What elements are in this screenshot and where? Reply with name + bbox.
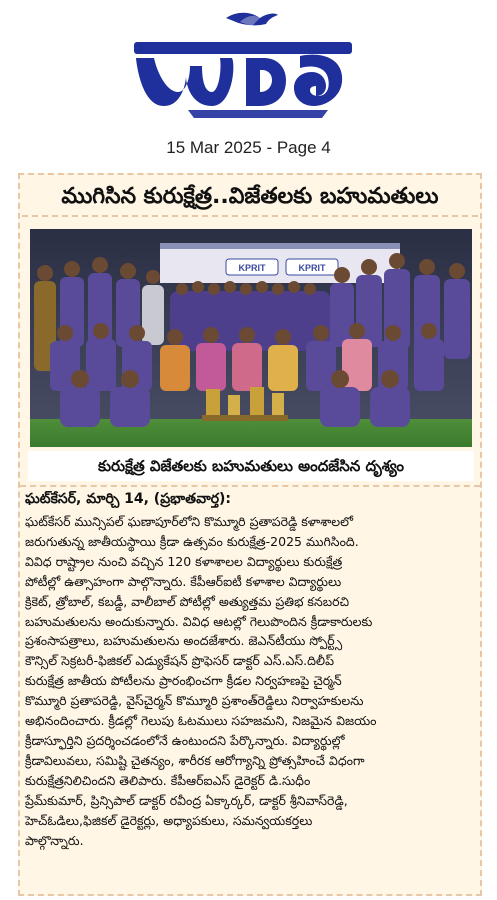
- body-line: హెచ్ఓడిలు,ఫిజికల్ డైరెక్టర్లు, అధ్యాపకులు, సమన్వయకర్తలు: [25, 812, 313, 828]
- body-line: వివిధ రాష్ట్రాల నుంచి వచ్చిన 120 కళాశాలల విద్యార్థులు కురుక్షేత్ర: [25, 553, 343, 569]
- svg-text:వార్త: వార్త: [248, 65, 252, 67]
- newspaper-logo: [128, 6, 368, 124]
- body-line: బహుమతులను అందుకున్నారు. వివిధ ఆటల్లో గెలుపొందిన క్రీడాకారులకు: [25, 613, 373, 629]
- banner-logo-2: KPRIT: [298, 263, 326, 273]
- dove-icon: [226, 13, 278, 26]
- body-line: ప్రేమ్‌కుమార్, ప్రిన్సిపాల్ డాక్టర్ రవీంద్ర ఏక్కార్కర్, డాక్టర్ శ్రీనివాస్‌రెడ్డి,: [25, 792, 348, 808]
- body-line: జరుగుతున్న జాతీయస్థాయి క్రీడా ఉత్సవం కురుక్షేత్ర-2025 ముగిసింది.: [25, 533, 359, 549]
- body-line: కురుక్షేత్ర జాతీయ పోటీలను ప్రారంభించగా క్రీడల నిర్వహణపై చైర్మన్: [25, 673, 342, 689]
- body-line: క్రీడాస్ఫూర్తిని ప్రదర్శించడంలోనే ఉంటుందని పేర్కొన్నారు. విద్యార్థుల్లో: [25, 732, 345, 748]
- body-line: క్రికెట్, త్రోబాల్, కబడ్డీ, వాలీబాల్ పోటీల్లో అత్యుత్తమ ప్రతిభ కనబరచి: [25, 593, 350, 609]
- divider: [20, 485, 480, 487]
- article-headline: ముగిసిన కురుక్షేత్ర..విజేతలకు బహుమతులు: [22, 177, 478, 217]
- body-line: కురుక్షేత్రనిలిచిందని తెలిపారు. కేపీఆర్‌ఐఎస్ డైరెక్టర్ డి.సుధీం: [25, 772, 311, 788]
- article-body: [25, 512, 475, 850]
- group-photo-image: [30, 229, 472, 447]
- banner-logo: KPRIT: [238, 263, 266, 273]
- body-line: పోటీల్లో ఉత్సాహంగా పాల్గొన్నారు. కేపీఆర్‌ఐటీ కళాశాల విద్యార్థులు: [25, 573, 342, 589]
- date-page-label: 15 Mar 2025 - Page 4: [166, 138, 331, 157]
- body-line: అభినందించారు. క్రీడల్లో గెలుపు ఓటములు సహజమని, నిజమైన విజయం: [25, 713, 377, 729]
- article-photo: [30, 229, 472, 447]
- body-line: పాల్గొన్నారు.: [25, 832, 84, 848]
- masthead: [0, 0, 497, 157]
- article-dateline: ఘట్‌కేసర్, మార్చి 14, (ప్రభాతవార్త):: [25, 491, 232, 507]
- body-line: క్రీడావిలువలు, సమిష్టి చైతన్యం, శారీరక ఆరోగ్యాన్ని ప్రోత్సహించే విధంగా: [25, 752, 365, 768]
- body-line: కౌన్సిల్ సెక్రటరీ-ఫిజికల్ ఎడ్యుకేషన్ ప్రొఫెసర్ డాక్టర్ ఎస్.ఎస్.దిలీప్: [25, 653, 334, 669]
- body-line: కొమ్మూరి ప్రతాపరెడ్డి, వైస్‌చైర్మన్ కొమ్మూరి ప్రశాంత్‌రెడ్డిలు నిర్వాహకులను: [25, 693, 364, 709]
- body-line: ప్రశంసాపత్రాలు, బహుమతులను అందజేశారు. జెఎన్‌టీయు స్పోర్ట్స్: [25, 633, 343, 649]
- article-clipping: [18, 173, 482, 896]
- photo-caption: కురుక్షేత్ర విజేతలకు బహుమతులు అందజేసిన దృశ్యం: [28, 451, 474, 481]
- body-line: ఘట్‌కేసర్ మున్సిపల్ ఘణాపూర్‌లోని కొమ్మూరి ప్రతాపరెడ్డి కళాశాలలో: [25, 514, 354, 529]
